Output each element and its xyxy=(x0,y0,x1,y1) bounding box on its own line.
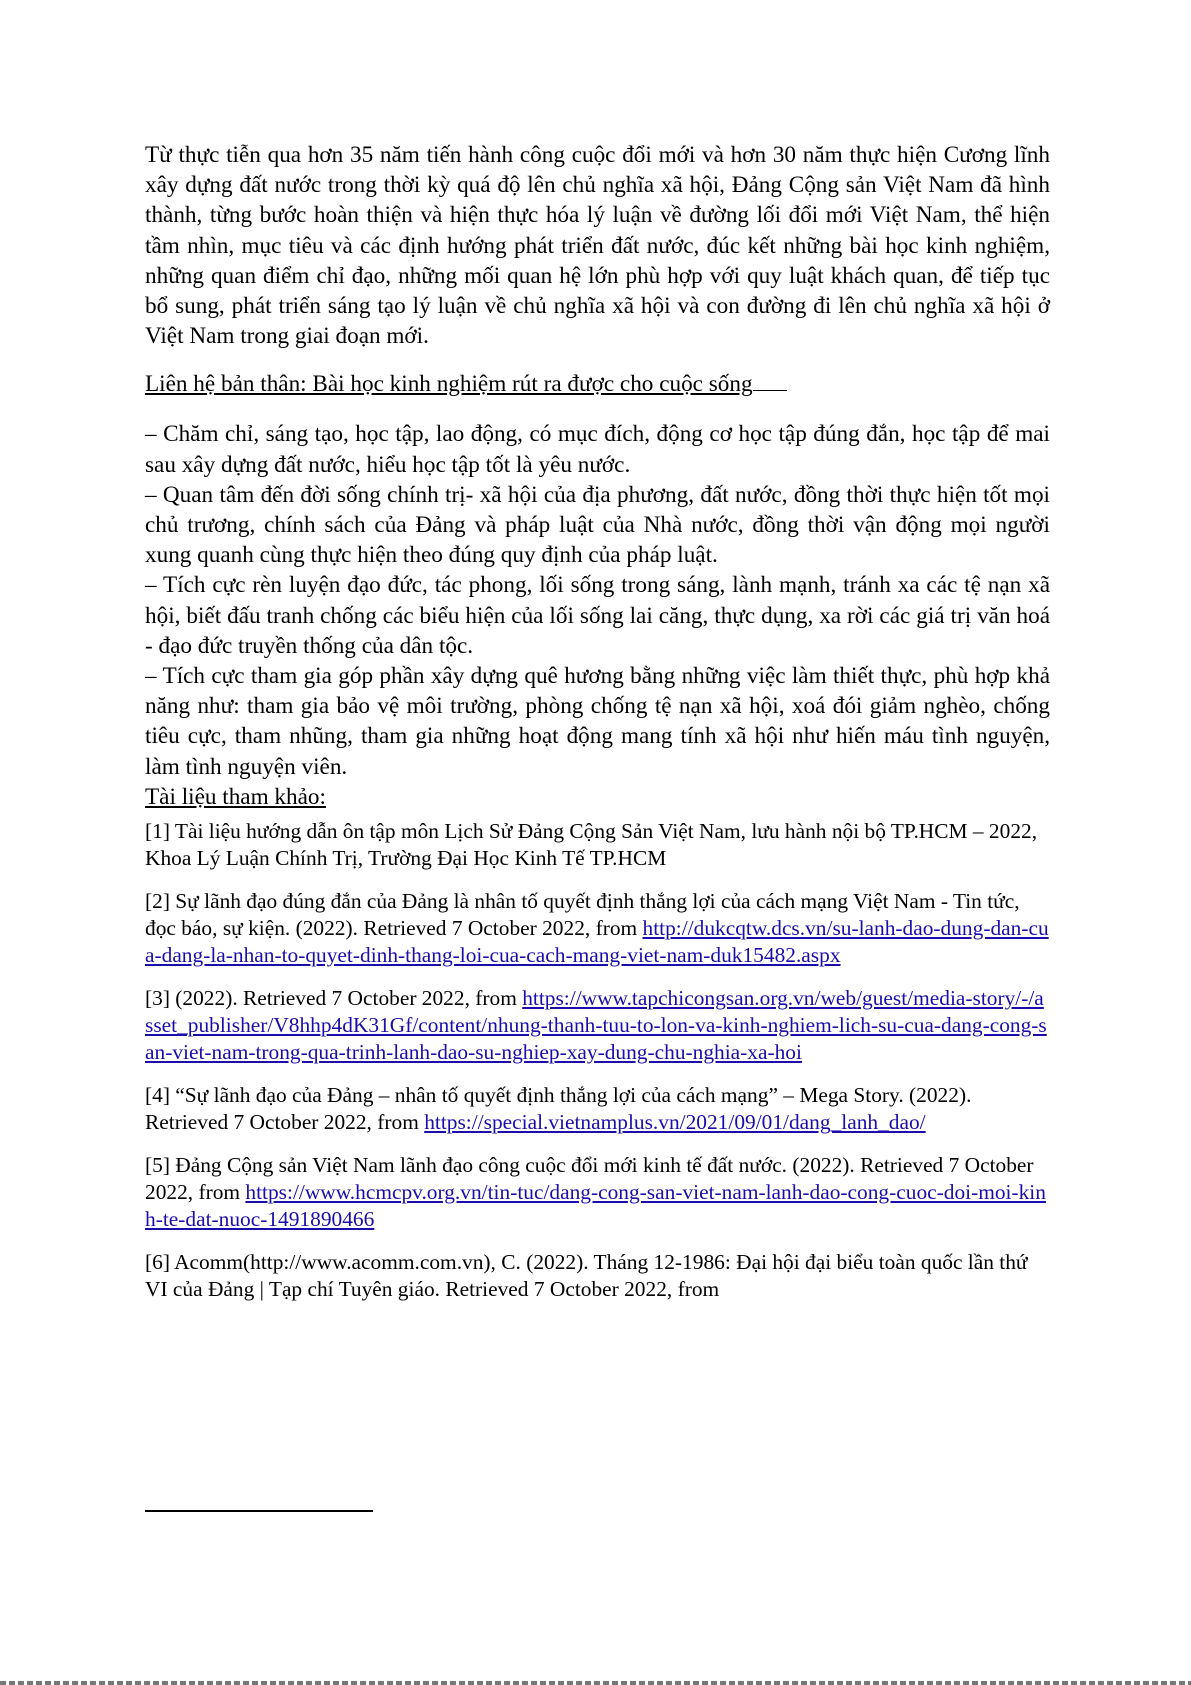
reference-item xyxy=(145,1082,1050,1136)
reference-text: [6] Acomm(http://www.acomm.com.vn), C. (2022). Tháng 12-1986: Đại hội đại biểu toàn quốc lần thứ VI của Đảng | Tạp chí Tuyên giáo. Retrieved 7 October 2022, from xyxy=(145,1249,1028,1301)
references-list xyxy=(145,818,1050,1303)
lesson-item: – Chăm chỉ, sáng tạo, học tập, lao động, có mục đích, động cơ học tập đúng đắn, học tập để mai sau xây dựng đất nước, hiểu học tập tốt là yêu nước. xyxy=(145,421,1050,478)
reference-text: [4] “Sự lãnh đạo của Đảng – nhân tố quyết định thắng lợi của cách mạng” – Mega Story. (2022). Retrieved 7 October 2022, from xyxy=(145,1082,972,1134)
reference-link[interactable]: https://www.hcmcpv.org.vn/tin-tuc/dang-cong-san-viet-nam-lanh-dao-cong-cuoc-doi-moi-kinh-te-dat-nuoc-1491890466 xyxy=(145,1179,1046,1231)
lesson-item: – Tích cực tham gia góp phần xây dựng quê hương bằng những việc làm thiết thực, phù hợp khả năng như: tham gia bảo vệ môi trường, phòng chống tệ nạn xã hội, xoá đói giảm nghèo, chống tiêu cực, tham nhũng, tham gia những hoạt động mang tính xã hội như hiến máu tình nguyện, làm tình nguyện viên. xyxy=(145,663,1050,780)
document-page xyxy=(145,140,1050,1319)
footnote-separator xyxy=(145,1510,373,1512)
reference-item xyxy=(145,818,1050,872)
self-reflection-heading xyxy=(145,369,1050,399)
reference-text: [5] Đảng Cộng sản Việt Nam lãnh đạo công cuộc đổi mới kinh tế đất nước. (2022). Retrieved 7 October 2022, from xyxy=(145,1152,1034,1204)
page-bottom-edge xyxy=(0,1681,1191,1685)
intro-paragraph: Từ thực tiễn qua hơn 35 năm tiến hành công cuộc đổi mới và hơn 30 năm thực hiện Cương lĩnh xây dựng đất nước trong thời kỳ quá độ lên chủ nghĩa xã hội, Đảng Cộng sản Việt Nam đã hình thành, từng bước hoàn thiện và hiện thực hóa lý luận về đường lối đổi mới Việt Nam, thể hiện tầm nhìn, mục tiêu và các định hướng phát triển đất nước, đúc kết những bài học kinh nghiệm, những quan điểm chỉ đạo, những mối quan hệ lớn phù hợp với quy luật khách quan, để tiếp tục bổ sung, phát triển sáng tạo lý luận về chủ nghĩa xã hội và con đường đi lên chủ nghĩa xã hội ở Việt Nam trong giai đoạn mới. xyxy=(145,142,1050,350)
references-heading xyxy=(145,782,1050,812)
reference-item xyxy=(145,888,1050,969)
lesson-item: – Tích cực rèn luyện đạo đức, tác phong, lối sống trong sáng, lành mạnh, tránh xa các tệ nạn xã hội, biết đấu tranh chống các biểu hiện của lối sống lai căng, thực dụng, xa rời các giá trị văn hoá - đạo đức truyền thống của dân tộc. xyxy=(145,572,1050,659)
reference-text: [3] (2022). Retrieved 7 October 2022, from xyxy=(145,985,523,1010)
reference-link[interactable]: https://www.tapchicongsan.org.vn/web/guest/media-story/-/asset_publisher/V8hhp4dK31Gf/content/nhung-thanh-tuu-to-lon-va-kinh-nghiem-lich-su-cua-dang-cong-san-viet-nam-trong-qua-trinh-lanh-dao-su-nghiep-xay-dung-chu-nghia-xa-hoi xyxy=(145,985,1047,1064)
references-heading-text: Tài liệu tham khảo: xyxy=(145,783,326,810)
lessons-list xyxy=(145,419,1050,781)
reference-item xyxy=(145,985,1050,1066)
reference-text: [1] Tài liệu hướng dẫn ôn tập môn Lịch Sử Đảng Cộng Sản Việt Nam, lưu hành nội bộ TP.HCM – 2022, Khoa Lý Luận Chính Trị, Trường Đại Học Kinh Tế TP.HCM xyxy=(145,818,1038,870)
reference-item xyxy=(145,1152,1050,1233)
reference-link[interactable]: http://dukcqtw.dcs.vn/su-lanh-dao-dung-dan-cua-dang-la-nhan-to-quyet-dinh-thang-loi-cua-cach-mang-viet-nam-duk15482.aspx xyxy=(145,915,1049,967)
reference-text: [2] Sự lãnh đạo đúng đắn của Đảng là nhân tố quyết định thắng lợi của cách mạng Việt Nam - Tin tức, đọc báo, sự kiện. (2022). Retrieved 7 October 2022, from xyxy=(145,888,1020,940)
self-reflection-heading-text: Liên hệ bản thân: Bài học kinh nghiệm rút ra được cho cuộc sống xyxy=(145,371,753,398)
reference-item xyxy=(145,1249,1050,1303)
lesson-item: – Quan tâm đến đời sống chính trị- xã hội của địa phương, đất nước, đồng thời thực hiện tốt mọi chủ trương, chính sách của Đảng và pháp luật của Nhà nước, đồng thời vận động mọi người xung quanh cùng thực hiện theo đúng quy định của pháp luật. xyxy=(145,481,1050,569)
reference-link[interactable]: https://special.vietnamplus.vn/2021/09/01/dang_lanh_dao/ xyxy=(424,1109,926,1134)
heading-underline-spacer xyxy=(753,390,787,391)
